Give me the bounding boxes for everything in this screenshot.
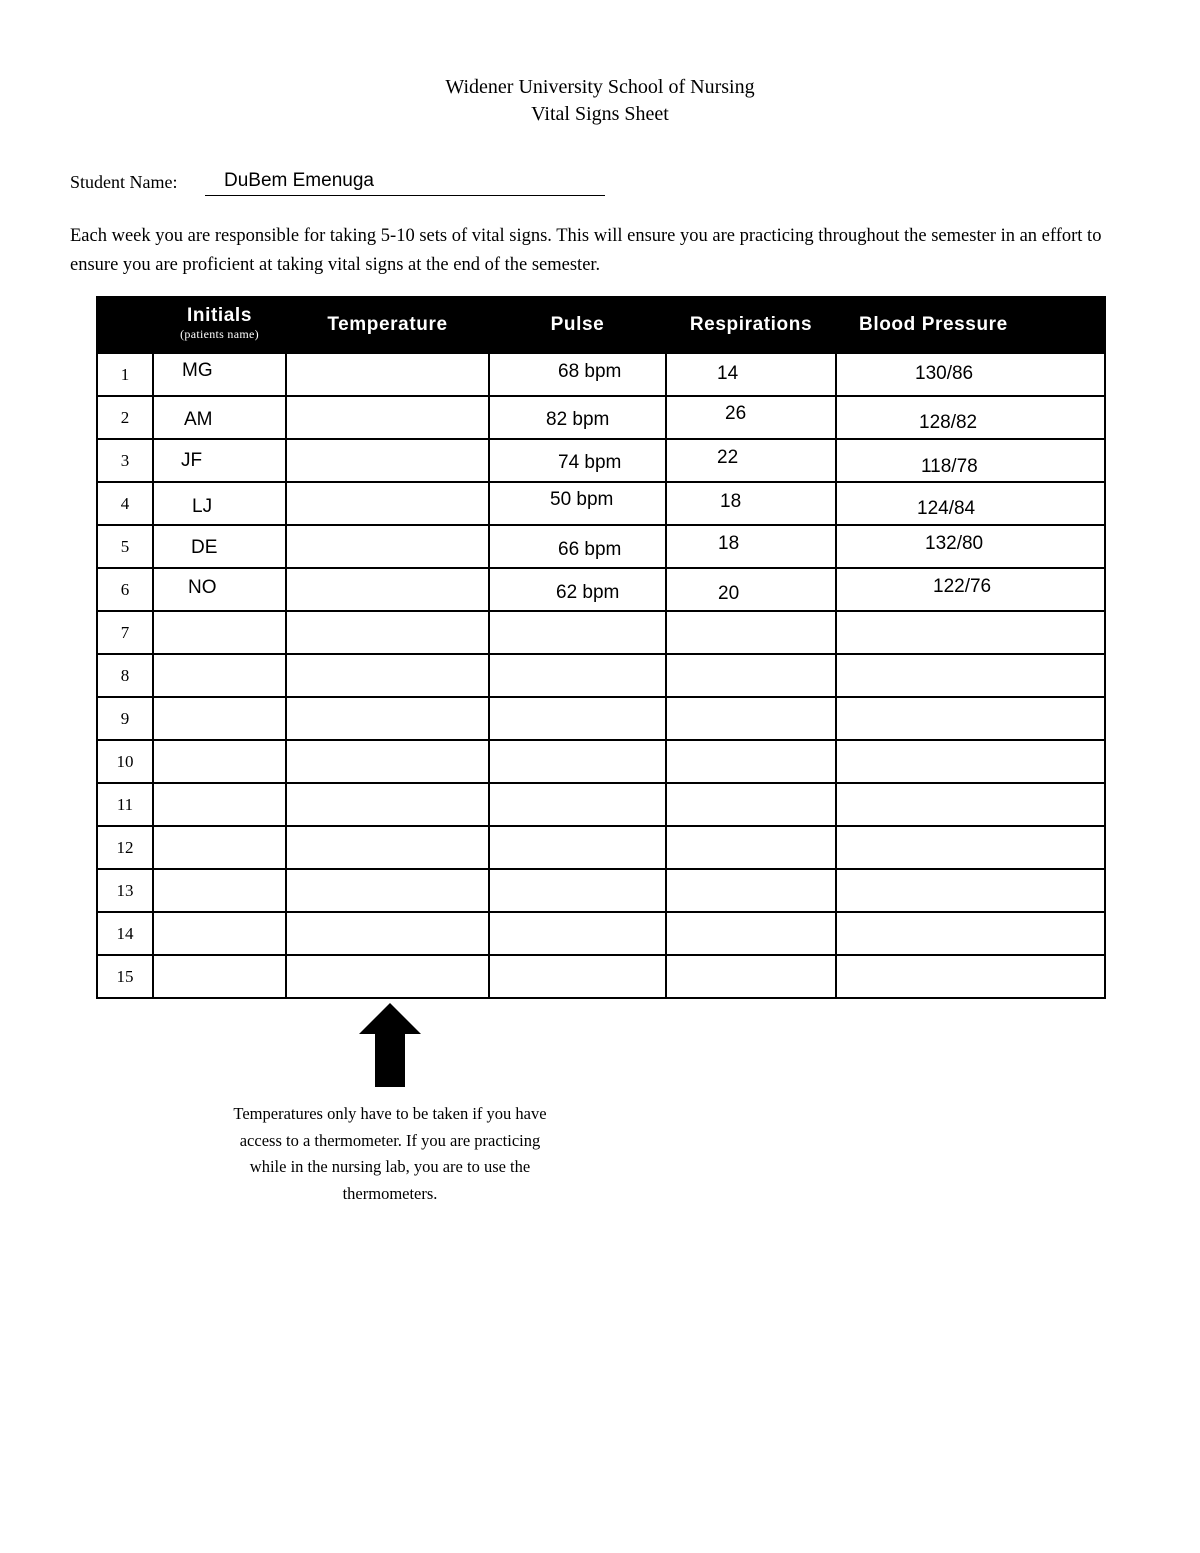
arrow-up-icon	[359, 1003, 421, 1087]
cell-initials[interactable]	[153, 740, 286, 783]
table-row	[97, 568, 1105, 611]
cell-initials[interactable]	[153, 439, 286, 482]
cell-respirations[interactable]	[666, 783, 836, 826]
cell-pulse[interactable]	[489, 568, 666, 611]
row-number: 8	[97, 654, 153, 697]
cell-temperature[interactable]	[286, 396, 489, 439]
cell-pulse-value: 68 bpm	[558, 361, 622, 382]
cell-initials[interactable]	[153, 912, 286, 955]
cell-pulse[interactable]	[489, 697, 666, 740]
table-row	[97, 439, 1105, 482]
cell-temperature[interactable]	[286, 654, 489, 697]
cell-initials[interactable]	[153, 611, 286, 654]
table-row	[97, 740, 1105, 783]
row-number: 7	[97, 611, 153, 654]
cell-pulse[interactable]	[489, 654, 666, 697]
row-number: 4	[97, 482, 153, 525]
row-number: 11	[97, 783, 153, 826]
cell-respirations[interactable]	[666, 482, 836, 525]
cell-initials-value: LJ	[192, 496, 213, 517]
cell-temperature[interactable]	[286, 482, 489, 525]
row-number: 10	[97, 740, 153, 783]
cell-initials[interactable]	[153, 396, 286, 439]
header-temperature: Temperature	[286, 297, 489, 353]
cell-temperature[interactable]	[286, 697, 489, 740]
cell-respirations[interactable]	[666, 439, 836, 482]
cell-temperature[interactable]	[286, 955, 489, 998]
cell-pulse[interactable]	[489, 396, 666, 439]
cell-initials[interactable]	[153, 568, 286, 611]
cell-pulse[interactable]	[489, 740, 666, 783]
row-number: 5	[97, 525, 153, 568]
row-number: 12	[97, 826, 153, 869]
cell-pulse[interactable]	[489, 482, 666, 525]
table-row	[97, 912, 1105, 955]
cell-blood-pressure[interactable]	[836, 697, 1105, 740]
header-pulse: Pulse	[489, 297, 666, 353]
cell-temperature[interactable]	[286, 783, 489, 826]
cell-blood-pressure[interactable]	[836, 568, 1105, 611]
table-row	[97, 482, 1105, 525]
cell-initials-value: DE	[191, 537, 218, 558]
cell-initials[interactable]	[153, 525, 286, 568]
table-row	[97, 697, 1105, 740]
student-name-field[interactable]: DuBem Emenuga	[224, 170, 374, 191]
cell-blood-pressure[interactable]	[836, 912, 1105, 955]
header-initials-sublabel: (patients name)	[180, 326, 259, 341]
header-respirations: Respirations	[666, 297, 836, 353]
cell-blood-pressure-value: 124/84	[917, 498, 976, 519]
cell-respirations-value: 26	[725, 403, 747, 424]
cell-initials-value: MG	[182, 360, 213, 381]
row-number: 14	[97, 912, 153, 955]
cell-respirations-value: 18	[720, 491, 742, 512]
cell-pulse[interactable]	[489, 826, 666, 869]
cell-respirations-value: 22	[717, 447, 739, 468]
cell-blood-pressure[interactable]	[836, 482, 1105, 525]
table-row	[97, 654, 1105, 697]
cell-initials[interactable]	[153, 697, 286, 740]
cell-respirations-value: 18	[718, 533, 740, 554]
cell-temperature[interactable]	[286, 525, 489, 568]
header-blood-pressure: Blood Pressure	[836, 297, 1105, 353]
cell-respirations[interactable]	[666, 826, 836, 869]
header-row-number	[97, 297, 153, 353]
cell-blood-pressure-value: 132/80	[925, 533, 984, 554]
cell-respirations[interactable]	[666, 568, 836, 611]
cell-pulse[interactable]	[489, 353, 666, 396]
temperature-note: Temperatures only have to be taken if you have access to a thermometer. If you are practicing while in the nursing lab, you are to use the thermometers.	[233, 1104, 547, 1203]
header-initials	[153, 297, 286, 353]
student-name-row	[70, 172, 177, 193]
cell-temperature[interactable]	[286, 611, 489, 654]
cell-respirations[interactable]	[666, 869, 836, 912]
cell-initials[interactable]	[153, 654, 286, 697]
cell-pulse-value: 66 bpm	[558, 539, 622, 560]
cell-temperature[interactable]	[286, 826, 489, 869]
cell-blood-pressure-value: 128/82	[919, 412, 978, 433]
cell-respirations[interactable]	[666, 955, 836, 998]
cell-blood-pressure[interactable]	[836, 353, 1105, 396]
cell-pulse[interactable]	[489, 912, 666, 955]
cell-blood-pressure[interactable]	[836, 525, 1105, 568]
cell-temperature[interactable]	[286, 912, 489, 955]
cell-respirations[interactable]	[666, 611, 836, 654]
cell-initials[interactable]	[153, 783, 286, 826]
cell-blood-pressure-value: 122/76	[933, 576, 992, 597]
cell-respirations-value: 14	[717, 363, 739, 384]
table-row	[97, 611, 1105, 654]
cell-respirations[interactable]	[666, 396, 836, 439]
student-name-label: Student Name:	[70, 172, 178, 192]
vital-signs-table	[96, 296, 1106, 999]
cell-blood-pressure[interactable]	[836, 396, 1105, 439]
cell-initials[interactable]	[153, 826, 286, 869]
cell-temperature[interactable]	[286, 568, 489, 611]
cell-respirations[interactable]	[666, 525, 836, 568]
cell-initials-value: AM	[184, 409, 213, 430]
cell-initials[interactable]	[153, 955, 286, 998]
cell-pulse-value: 74 bpm	[558, 452, 622, 473]
cell-respirations[interactable]	[666, 353, 836, 396]
table-row	[97, 783, 1105, 826]
row-number: 9	[97, 697, 153, 740]
student-name-underline	[205, 195, 605, 196]
cell-respirations-value: 20	[718, 583, 740, 604]
row-number: 15	[97, 955, 153, 998]
cell-temperature[interactable]	[286, 439, 489, 482]
cell-blood-pressure[interactable]	[836, 869, 1105, 912]
table-row	[97, 955, 1105, 998]
cell-pulse-value: 82 bpm	[546, 409, 610, 430]
row-number: 13	[97, 869, 153, 912]
row-number: 6	[97, 568, 153, 611]
cell-initials[interactable]	[153, 353, 286, 396]
document-subtitle: Vital Signs Sheet	[531, 103, 669, 125]
row-number: 1	[97, 353, 153, 396]
cell-pulse[interactable]	[489, 955, 666, 998]
cell-initials-value: JF	[181, 450, 203, 471]
row-number: 3	[97, 439, 153, 482]
cell-temperature[interactable]	[286, 869, 489, 912]
cell-pulse[interactable]	[489, 783, 666, 826]
table-header-row	[97, 297, 1105, 353]
cell-blood-pressure[interactable]	[836, 740, 1105, 783]
table-row	[97, 826, 1105, 869]
instructions-paragraph: Each week you are responsible for taking 5-10 sets of vital signs. This will ensure you are practicing throughout the semester in an effort to ensure you are proficient at taking vital signs at the end of the semester.	[70, 226, 1102, 275]
cell-temperature[interactable]	[286, 353, 489, 396]
cell-respirations[interactable]	[666, 740, 836, 783]
cell-pulse[interactable]	[489, 525, 666, 568]
cell-blood-pressure[interactable]	[836, 654, 1105, 697]
cell-respirations[interactable]	[666, 912, 836, 955]
cell-blood-pressure-value: 130/86	[915, 363, 974, 384]
cell-respirations[interactable]	[666, 654, 836, 697]
cell-blood-pressure[interactable]	[836, 611, 1105, 654]
table-row	[97, 869, 1105, 912]
cell-blood-pressure[interactable]	[836, 783, 1105, 826]
cell-blood-pressure[interactable]	[836, 955, 1105, 998]
cell-blood-pressure-value: 118/78	[921, 456, 978, 477]
cell-respirations[interactable]	[666, 697, 836, 740]
table-row	[97, 353, 1105, 396]
cell-pulse-value: 62 bpm	[556, 582, 620, 603]
table-row	[97, 525, 1105, 568]
cell-temperature[interactable]	[286, 740, 489, 783]
cell-pulse[interactable]	[489, 439, 666, 482]
cell-initials[interactable]	[153, 869, 286, 912]
cell-pulse[interactable]	[489, 869, 666, 912]
table-row	[97, 396, 1105, 439]
cell-blood-pressure[interactable]	[836, 826, 1105, 869]
cell-pulse[interactable]	[489, 611, 666, 654]
document-title: Widener University School of Nursing	[445, 76, 755, 98]
cell-initials-value: NO	[188, 577, 217, 598]
cell-initials[interactable]	[153, 482, 286, 525]
header-initials-label: Initials	[187, 304, 252, 326]
row-number: 2	[97, 396, 153, 439]
cell-blood-pressure[interactable]	[836, 439, 1105, 482]
cell-pulse-value: 50 bpm	[550, 489, 614, 510]
